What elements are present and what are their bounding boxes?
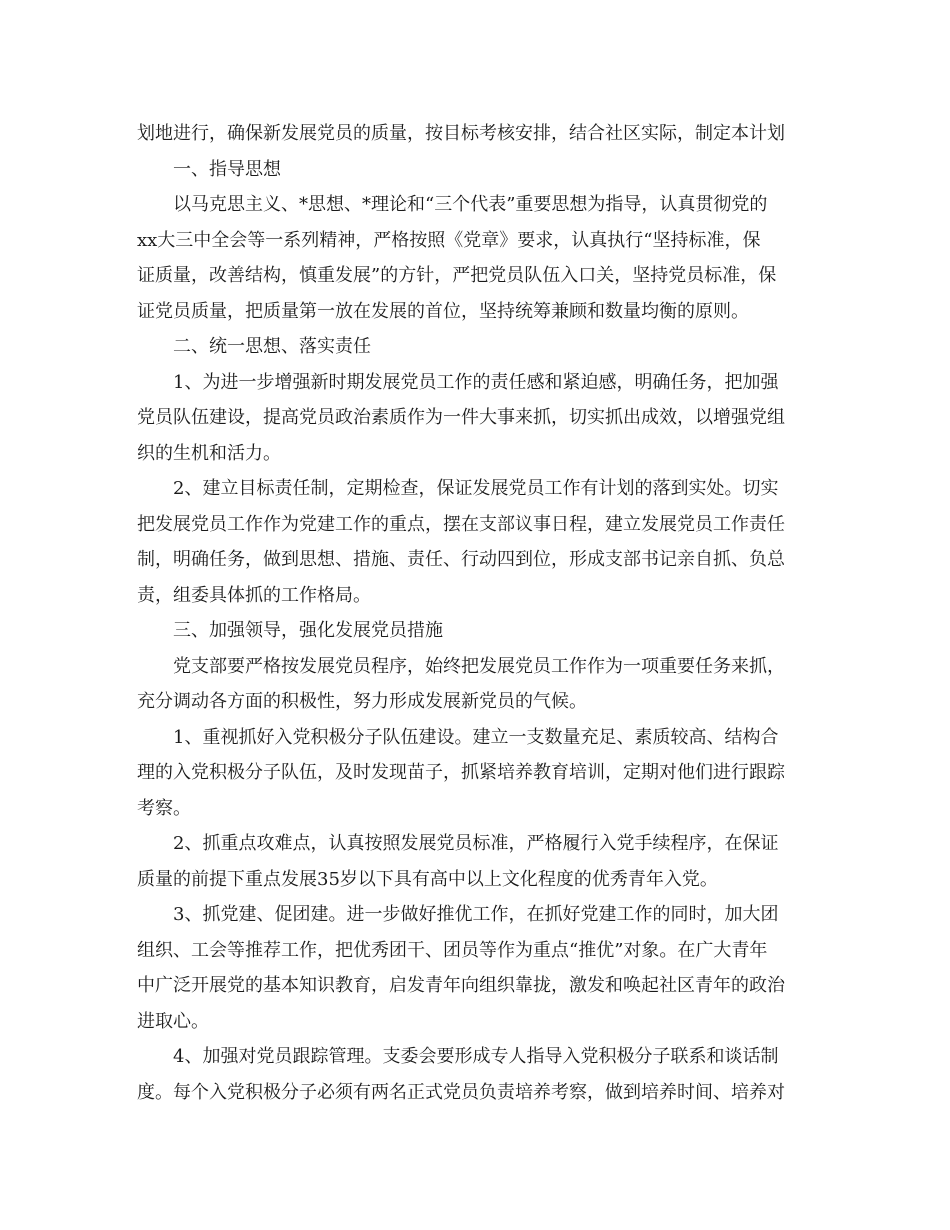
text-line: 1、为进一步增强新时期发展党员工作的责任感和紧迫感，明确任务，把加强 <box>173 371 779 393</box>
text-line: 质量的前提下重点发展35岁以下具有高中以上文化程度的优秀青年入党。 <box>137 868 718 890</box>
text-line: 划地进行，确保新发展党员的质量，按目标考核安排，结合社区实际，制定本计划 <box>137 123 785 144</box>
text-line: 度。每个入党积极分子必须有两名正式党员负责培养考察，做到培养时间、培养对 <box>137 1081 785 1103</box>
text-line: 证党员质量，把质量第一放在发展的首位，坚持统筹兼顾和数量均衡的原则。 <box>137 300 749 322</box>
text-line: 充分调动各方面的积极性，努力形成发展新党员的气候。 <box>137 691 587 712</box>
text-line: 把发展党员工作作为党建工作的重点，摆在支部议事日程，建立发展党员工作责任 <box>137 513 785 535</box>
text-line: 责，组委具体抓的工作格局。 <box>137 584 371 606</box>
text-line: 证质量，改善结构，慎重发展”的方针，严把党员队伍入口关，坚持党员标准，保 <box>137 265 777 286</box>
text-line: 以马克思主义、*思想、*理论和“三个代表”重要思想为指导，认真贯彻党的 <box>173 194 768 215</box>
section-heading: 一、指导思想 <box>173 158 281 180</box>
text-line: 制，明确任务，做到思想、措施、责任、行动四到位，形成支部书记亲自抓、负总 <box>137 549 785 570</box>
section-heading: 二、统一思想、落实责任 <box>173 336 371 357</box>
section-heading: 三、加强领导，强化发展党员措施 <box>173 620 443 641</box>
text-line: 3、抓党建、促团建。进一步做好推优工作，在抓好党建工作的同时，加大团 <box>173 904 779 925</box>
text-line: 考察。 <box>137 797 191 819</box>
text-line: 中广泛开展党的基本知识教育，启发青年向组织靠拢，激发和唤起社区青年的政治 <box>137 975 785 996</box>
text-line: 组织、工会等推荐工作，把优秀团干、团员等作为重点“推优”对象。在广大青年 <box>137 939 768 961</box>
text-line: xx大三中全会等一系列精神，严格按照《党章》要求，认真执行“坚持标准，保 <box>137 229 761 251</box>
text-line: 党员队伍建设，提高党员政治素质作为一件大事来抓，切实抓出成效，以增强党组 <box>137 407 785 428</box>
text-line: 织的生机和活力。 <box>137 442 281 464</box>
text-line: 进取心。 <box>137 1010 209 1032</box>
text-line: 4、加强对党员跟踪管理。支委会要形成专人指导入党积极分子联系和谈话制 <box>173 1046 779 1067</box>
text-line: 党支部要严格按发展党员程序，始终把发展党员工作作为一项重要任务来抓， <box>173 655 785 677</box>
text-line: 1、重视抓好入党积极分子队伍建设。建立一支数量充足、素质较高、结构合 <box>173 726 779 748</box>
document-body <box>137 116 817 1110</box>
text-line: 2、建立目标责任制，定期检查，保证发展党员工作有计划的落到实处。切实 <box>173 478 779 499</box>
text-line: 理的入党积极分子队伍，及时发现苗子，抓紧培养教育培训，定期对他们进行跟踪 <box>137 762 785 783</box>
text-line: 2、抓重点攻难点，认真按照发展党员标准，严格履行入党手续程序，在保证 <box>173 833 779 854</box>
